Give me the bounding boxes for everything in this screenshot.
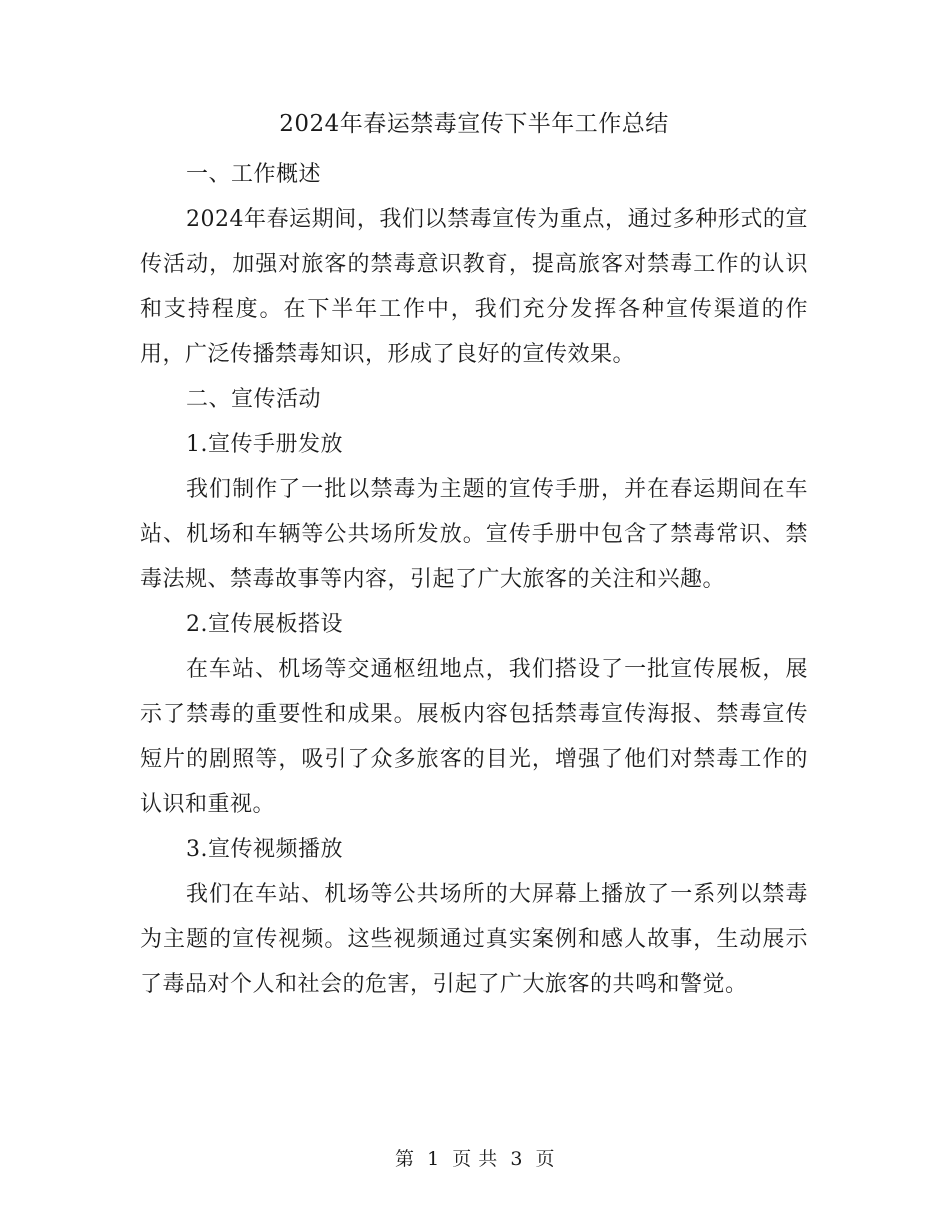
paragraph-overview: 2024年春运期间，我们以禁毒宣传为重点，通过多种形式的宣传活动，加强对旅客的禁毒意识教育，提高旅客对禁毒工作的认识和支持程度。在下半年工作中，我们充分发挥各种宣传渠道的作用，广泛传播禁毒知识，形成了良好的宣传效果。 (140, 207, 808, 367)
subheading-display-boards: 2.宣传展板搭设 (186, 612, 343, 637)
page-label-suffix: 页 (535, 1148, 555, 1170)
document-title: 2024年春运禁毒宣传下半年工作总结 (279, 111, 669, 137)
paragraph-videos: 我们在车站、机场等公共场所的大屏幕上播放了一系列以禁毒为主题的宣传视频。这些视频通过真实案例和感人故事，生动展示了毒品对个人和社会的危害，引起了广大旅客的共鸣和警觉。 (140, 882, 808, 997)
document-body (140, 104, 808, 1007)
subheading-brochures: 1.宣传手册发放 (186, 432, 343, 457)
page-number-current: 1 (427, 1148, 440, 1170)
page-label-mid: 页 共 (452, 1148, 498, 1170)
page-number-total: 3 (510, 1148, 523, 1170)
paragraph-display-boards: 在车站、机场等交通枢纽地点，我们搭设了一批宣传展板，展示了禁毒的重要性和成果。展板内容包括禁毒宣传海报、禁毒宣传短片的剧照等，吸引了众多旅客的目光，增强了他们对禁毒工作的认识和重视。 (140, 657, 808, 817)
page-footer (0, 1144, 950, 1174)
section-heading-overview: 一、工作概述 (186, 162, 322, 187)
page-label-prefix: 第 (395, 1148, 415, 1170)
subheading-videos: 3.宣传视频播放 (186, 837, 343, 862)
section-heading-activities: 二、宣传活动 (186, 387, 322, 412)
paragraph-brochures: 我们制作了一批以禁毒为主题的宣传手册，并在春运期间在车站、机场和车辆等公共场所发放。宣传手册中包含了禁毒常识、禁毒法规、禁毒故事等内容，引起了广大旅客的关注和兴趣。 (140, 477, 808, 592)
